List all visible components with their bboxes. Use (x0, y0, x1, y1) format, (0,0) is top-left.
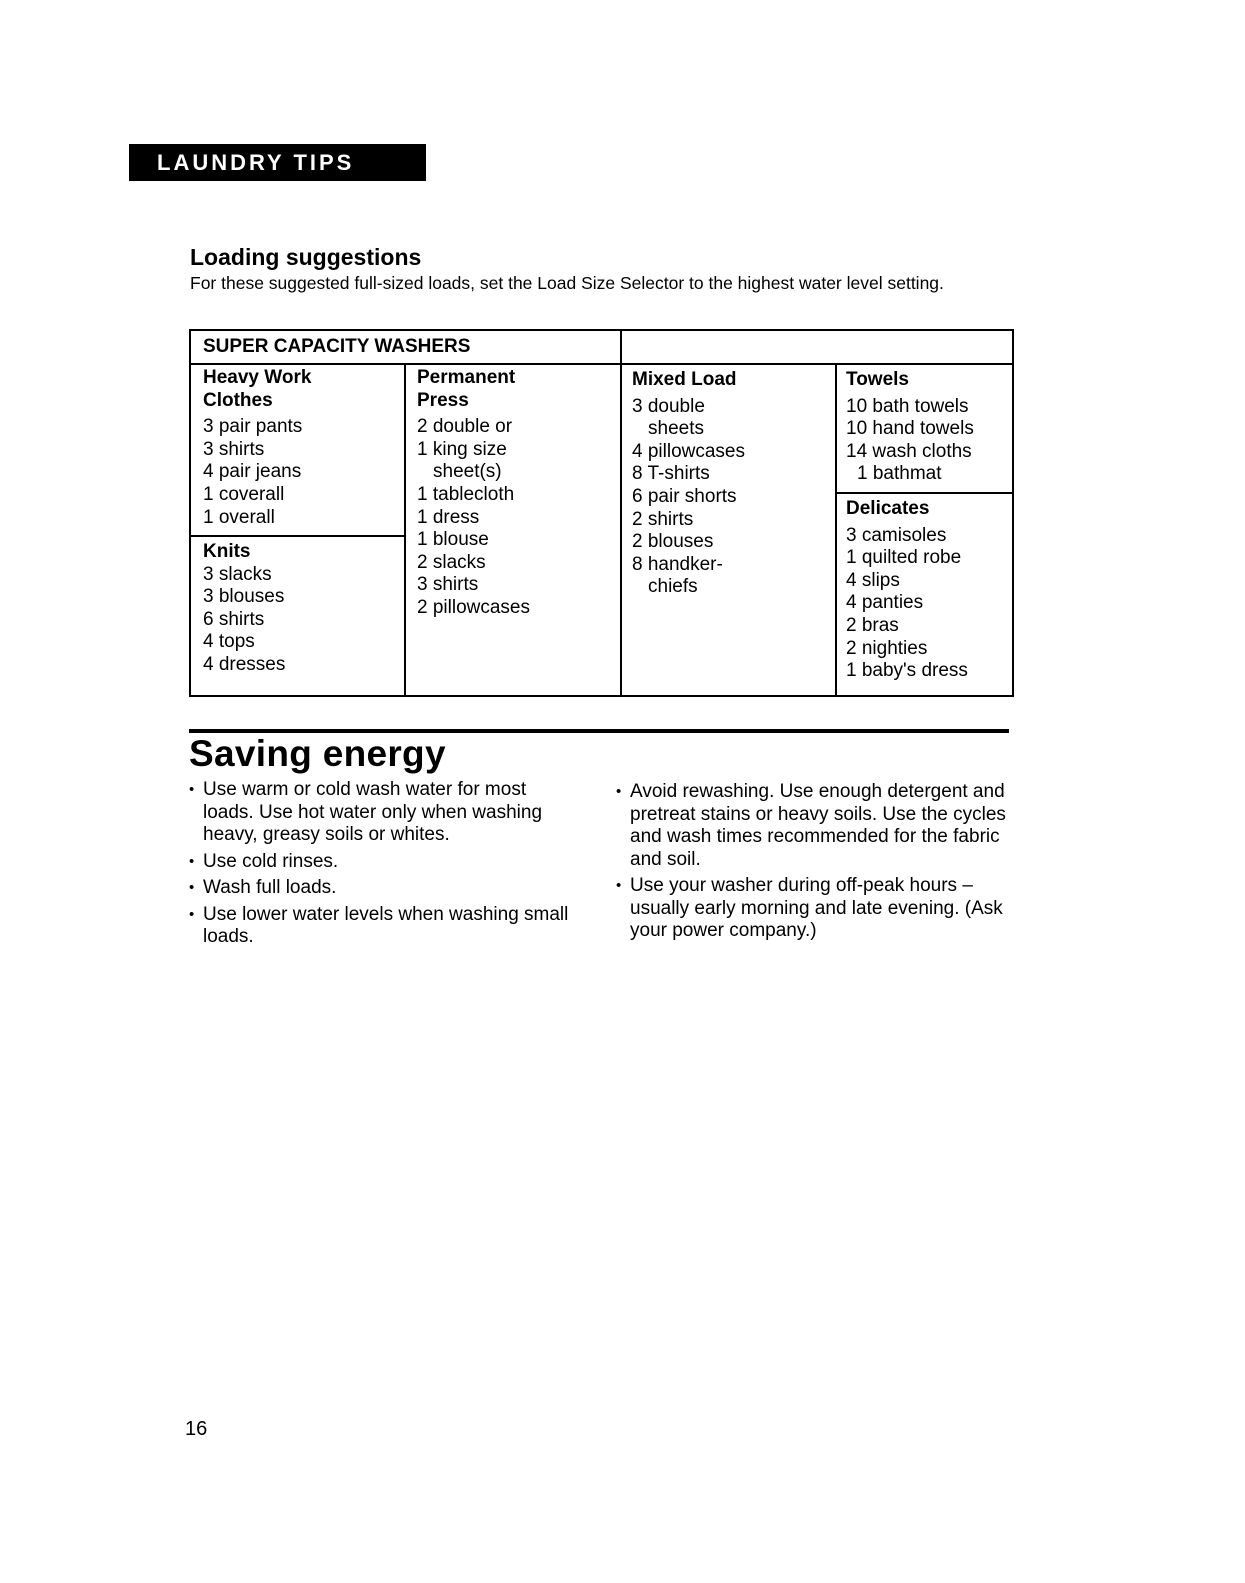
mixed-load-cell (632, 369, 745, 599)
list-item: 4 tops (203, 631, 255, 653)
list-item: 4 slips (846, 569, 900, 591)
list-item: • Wash full loads. (189, 877, 579, 900)
list-item: 2 double or (417, 416, 513, 438)
list-item: 8 T-shirts (632, 463, 710, 485)
page-number: 16 (185, 1418, 208, 1440)
list-item: 1 coverall (203, 483, 285, 505)
load-suggestions-table (189, 329, 1014, 697)
list-item: 1 king size (417, 438, 507, 460)
list-item: 2 pillowcases (417, 596, 530, 618)
permanent-press-heading: Press (417, 389, 469, 411)
knits-cell (203, 541, 285, 677)
list-item: 2 bras (846, 614, 899, 636)
saving-tips-right (616, 781, 1011, 947)
list-item: 3 double (632, 395, 705, 417)
list-item: 2 nighties (846, 637, 928, 659)
towels-cell (846, 369, 974, 486)
list-item: 1 tablecloth (417, 483, 515, 505)
permanent-press-cell (417, 367, 530, 620)
section-banner: LAUNDRY TIPS (129, 144, 426, 181)
table-caption: SUPER CAPACITY WASHERS (203, 336, 471, 357)
list-item: 1 dress (417, 506, 480, 528)
list-item: • Use cold rinses. (189, 851, 579, 874)
loading-suggestions-title: Loading suggestions (190, 244, 422, 270)
list-item: 2 blouses (632, 531, 714, 553)
list-item: 4 pair jeans (203, 461, 302, 483)
list-item: • Use lower water levels when washing small loads. (189, 904, 579, 949)
list-item: 8 handker- (632, 553, 723, 575)
list-item: 3 shirts (417, 574, 479, 596)
list-item: • Avoid rewashing. Use enough detergent and pretreat stains or heavy soils. Use the cycles and wash times recommended for the fabric and soil. (616, 781, 1011, 871)
saving-tips-left (189, 779, 579, 953)
list-item: 3 pair pants (203, 416, 303, 438)
heavy-work-heading: Heavy Work (203, 367, 312, 388)
list-item: 4 pillowcases (632, 440, 745, 462)
list-item: 10 hand towels (846, 418, 974, 440)
list-item: 3 slacks (203, 563, 272, 585)
list-item: 1 bathmat (857, 463, 942, 485)
list-item: 2 shirts (632, 508, 694, 530)
list-item: 1 quilted robe (846, 547, 962, 569)
mixed-load-heading: Mixed Load (632, 369, 737, 390)
list-item: 6 shirts (203, 608, 265, 630)
list-item: sheet(s) (433, 461, 502, 483)
list-item: 1 baby's dress (846, 660, 968, 682)
heavy-work-heading: Clothes (203, 389, 273, 411)
list-item: • Use warm or cold wash water for most loads. Use hot water only when washing heavy, greasy soils or whites. (189, 779, 579, 847)
list-item: 1 overall (203, 506, 275, 528)
list-item: 2 slacks (417, 551, 486, 573)
heavy-work-cell (203, 367, 311, 529)
list-item: 3 camisoles (846, 524, 947, 546)
towels-heading: Towels (846, 369, 909, 390)
list-item: 14 wash cloths (846, 440, 972, 462)
list-item: sheets (648, 418, 704, 440)
permanent-press-heading: Permanent (417, 367, 516, 388)
list-item: chiefs (648, 576, 698, 598)
list-item: 3 blouses (203, 586, 285, 608)
list-item: • Use your washer during off-peak hours – usually early morning and late evening. (Ask your power company.) (616, 875, 1011, 943)
list-item: 4 dresses (203, 653, 286, 675)
saving-energy-title: Saving energy (189, 733, 446, 774)
delicates-cell (846, 498, 968, 683)
loading-suggestions-description: For these suggested full-sized loads, set the Load Size Selector to the highest water level setting. (190, 273, 944, 293)
list-item: 1 blouse (417, 529, 489, 551)
list-item: 4 panties (846, 592, 924, 614)
delicates-heading: Delicates (846, 498, 930, 519)
list-item: 3 shirts (203, 438, 265, 460)
knits-heading: Knits (203, 541, 251, 562)
list-item: 6 pair shorts (632, 485, 737, 507)
list-item: 10 bath towels (846, 395, 969, 417)
